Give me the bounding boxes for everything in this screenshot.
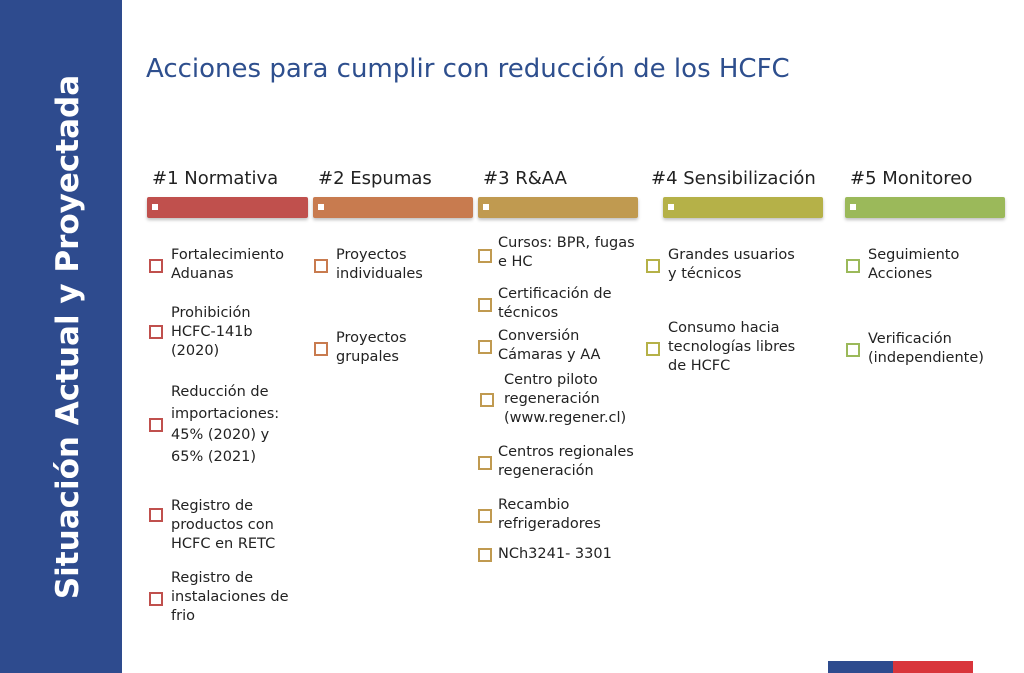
bar-marker [850, 204, 856, 210]
bar-r-aa [478, 197, 638, 218]
vertical-title: Situación Actual y Proyectada [50, 74, 86, 600]
checkbox-icon [314, 342, 328, 356]
column-r-aa [483, 168, 567, 194]
list-item-label: Reducción de importaciones: 45% (2020) y 65% (2021) [171, 384, 280, 465]
list-item-label: Cursos: BPR, fugas e HC [498, 235, 635, 270]
bar-sensibilizacion [663, 197, 823, 218]
list-item-label: Prohibición HCFC-141b (2020) [171, 305, 253, 359]
bar-marker [668, 204, 674, 210]
list-item-label: Recambio refrigeradores [498, 497, 601, 532]
footer-stripe-blue [828, 661, 893, 673]
list-item-label: Centros regionales regeneración [498, 444, 634, 479]
list-item-label: Registro de productos con HCFC en RETC [171, 498, 276, 552]
sidebar [0, 0, 122, 673]
bar-marker [152, 204, 158, 210]
bar-espumas [313, 197, 473, 218]
checkbox-icon [149, 259, 163, 273]
checkbox-icon [478, 509, 492, 523]
list-item-label: Centro piloto regeneración (www.regener.cl) [504, 372, 627, 426]
column-header: #4 Sensibilización [651, 168, 816, 189]
list-item-label: Grandes usuarios y técnicos [668, 247, 795, 282]
checkbox-icon [846, 259, 860, 273]
bar-monitoreo [845, 197, 1005, 218]
bar-marker [318, 204, 324, 210]
checkbox-icon [149, 418, 163, 432]
checkbox-icon [478, 456, 492, 470]
checkbox-icon [314, 259, 328, 273]
bar-marker [483, 204, 489, 210]
checkbox-icon [149, 325, 163, 339]
checkbox-icon [480, 393, 494, 407]
checkbox-icon [646, 342, 660, 356]
column-header: #5 Monitoreo [850, 168, 973, 189]
list-item-label: Conversión Cámaras y AA [498, 328, 601, 363]
checkbox-icon [149, 592, 163, 606]
column-monitoreo [850, 168, 972, 194]
column-espumas [318, 168, 432, 194]
list-item-label: Verificación (independiente) [868, 331, 984, 366]
checkbox-icon [478, 249, 492, 263]
column-normativa [152, 168, 278, 194]
checkbox-icon [478, 298, 492, 312]
column-header: #3 R&AA [483, 168, 567, 189]
column-sensibilizacion [651, 168, 816, 194]
checkbox-icon [478, 548, 492, 562]
checkbox-icon [846, 343, 860, 357]
list-item-label: Seguimiento Acciones [868, 247, 960, 282]
checkbox-icon [646, 259, 660, 273]
page-title: Acciones para cumplir con reducción de los HCFC [146, 54, 790, 84]
list-item-label: Proyectos grupales [336, 330, 407, 365]
list-item-label: Registro de instalaciones de frio [171, 570, 289, 624]
list-item-label: Consumo hacia tecnologías libres de HCFC [668, 320, 796, 374]
column-header: #1 Normativa [152, 168, 279, 189]
list-item-label: Fortalecimiento Aduanas [171, 247, 284, 282]
checkbox-icon [149, 508, 163, 522]
column-header: #2 Espumas [318, 168, 432, 189]
list-item-label: NCh3241- 3301 [498, 546, 612, 562]
footer-stripe-red [893, 661, 973, 673]
bar-normativa [147, 197, 308, 218]
list-item-label: Proyectos individuales [336, 247, 423, 282]
list-item-label: Certificación de técnicos [498, 286, 612, 321]
checkbox-icon [478, 340, 492, 354]
